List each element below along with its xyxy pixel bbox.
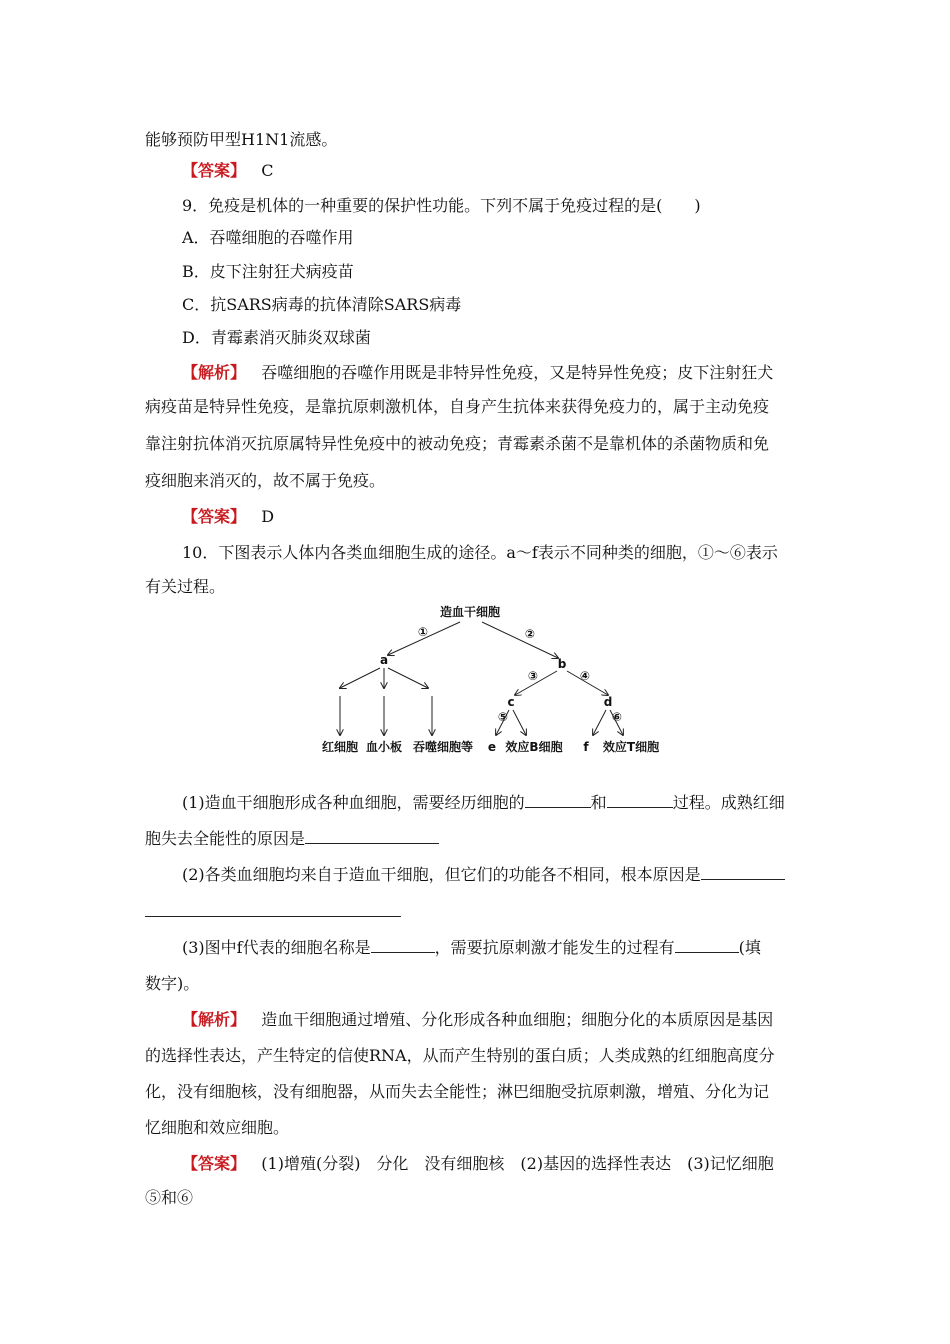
label-process-2: ②: [524, 627, 536, 641]
node-platelet: 血小板: [365, 740, 403, 754]
q10-analysis-line: 忆细胞和效应细胞。: [145, 1118, 290, 1137]
label-process-4: ④: [579, 669, 591, 683]
q10-analysis-line: 的选择性表达，产生特定的信使RNA，从而产生特别的蛋白质；人类成熟的红细胞高度分: [145, 1046, 775, 1065]
text: 过程。成熟红细: [672, 793, 785, 812]
node-root: 造血干细胞: [439, 605, 501, 619]
node-e: e: [487, 740, 497, 754]
arrow-2: [482, 622, 558, 658]
answer-blank[interactable]: [525, 793, 591, 808]
node-a: a: [379, 653, 389, 667]
analysis-tag: 【解析】: [182, 363, 247, 382]
q10-sub1-cont: [145, 829, 439, 849]
q10-stem: 有关过程。: [145, 577, 226, 596]
text: (填: [738, 938, 761, 957]
text: 胞失去全能性的原因是: [145, 829, 306, 848]
answer-blank[interactable]: [305, 829, 439, 844]
node-effector-b: 效应B细胞: [505, 740, 563, 754]
text: ，需要抗原刺激才能发生的过程有: [434, 938, 675, 957]
node-c: c: [507, 695, 515, 709]
answer-value: C: [261, 161, 274, 180]
q9-answer-line: [182, 507, 274, 527]
q9-option-d: D．青霉素消灭肺炎双球菌: [182, 328, 371, 347]
q10-sub2: [182, 865, 785, 885]
answer-line: [182, 161, 274, 181]
answer-blank[interactable]: [371, 938, 435, 953]
node-effector-t: 效应T细胞: [602, 740, 660, 754]
arrow-6-f: [593, 710, 606, 735]
analysis-tag: 【解析】: [182, 1010, 247, 1029]
q10-sub1: [182, 793, 785, 813]
node-f: f: [583, 740, 589, 754]
q9-stem: 9．免疫是机体的一种重要的保护性功能。下列不属于免疫过程的是( ): [182, 196, 701, 215]
answer-tag: 【答案】: [182, 1154, 247, 1173]
q9-option-b: B．皮下注射狂犬病疫苗: [182, 262, 354, 281]
q10-stem: 10．下图表示人体内各类血细胞生成的途径。a～f表示不同种类的细胞，①～⑥表示: [182, 543, 778, 562]
answer-value: D: [261, 507, 275, 526]
answer-blank[interactable]: [701, 865, 785, 880]
q10-answer-line: [182, 1154, 774, 1174]
node-red-blood-cell: 红细胞: [321, 740, 359, 754]
answer-text: (1)增殖(分裂) 分化 没有细胞核 (2)基因的选择性表达 (3)记忆细胞: [261, 1154, 774, 1173]
q9-analysis-line: 靠注射抗体消灭抗原属特异性免疫中的被动免疫；青霉素杀菌不是靠机体的杀菌物质和免: [145, 434, 770, 453]
arrow-a-left: [340, 668, 380, 688]
label-process-6: ⑥: [611, 710, 623, 724]
q9-analysis-line: [182, 363, 773, 383]
node-d: d: [603, 695, 613, 709]
q10-analysis-line: [182, 1010, 773, 1030]
answer-tag: 【答案】: [182, 161, 247, 180]
analysis-text: 造血干细胞通过增殖、分化形成各种血细胞；细胞分化的本质原因是基因: [261, 1010, 774, 1029]
q9-analysis-line: 疫细胞来消灭的，故不属于免疫。: [145, 471, 386, 490]
q10-analysis-line: 化，没有细胞核，没有细胞器，从而失去全能性；淋巴细胞受抗原刺激，增殖、分化为记: [145, 1082, 770, 1101]
text: 和: [590, 793, 607, 812]
answer-blank[interactable]: [145, 902, 401, 917]
label-process-3: ③: [527, 669, 539, 683]
q10-answer-cont: ⑤和⑥: [145, 1188, 194, 1207]
answer-blank[interactable]: [607, 793, 673, 808]
node-b: b: [557, 657, 567, 671]
q9-option-a: A．吞噬细胞的吞噬作用: [182, 228, 354, 247]
q10-sub2-cont: [145, 902, 401, 922]
q10-sub3-cont: 数字)。: [145, 974, 200, 993]
q9-option-c: C．抗SARS病毒的抗体清除SARS病毒: [182, 295, 462, 314]
text-line: 能够预防甲型H1N1流感。: [145, 130, 338, 149]
text: (1)造血干细胞形成各种血细胞，需要经历细胞的: [182, 793, 525, 812]
arrow-5-effb: [513, 710, 526, 735]
q10-sub3: [182, 938, 761, 958]
answer-blank[interactable]: [675, 938, 739, 953]
text: (2)各类血细胞均来自于造血干细胞，但它们的功能各不相同，根本原因是: [182, 865, 701, 884]
arrow-a-right: [388, 668, 428, 688]
blood-cell-diagram: [310, 600, 670, 760]
label-process-5: ⑤: [497, 710, 509, 724]
text: (3)图中f代表的细胞名称是: [182, 938, 371, 957]
analysis-text: 吞噬细胞的吞噬作用既是非特异性免疫，又是特异性免疫；皮下注射狂犬: [261, 363, 774, 382]
label-process-1: ①: [417, 625, 429, 639]
answer-tag: 【答案】: [182, 507, 247, 526]
node-phagocyte: 吞噬细胞等: [412, 740, 474, 754]
q9-analysis-line: 病疫苗是特异性免疫，是靠抗原刺激机体，自身产生抗体来获得免疫力的，属于主动免疫: [145, 397, 770, 416]
